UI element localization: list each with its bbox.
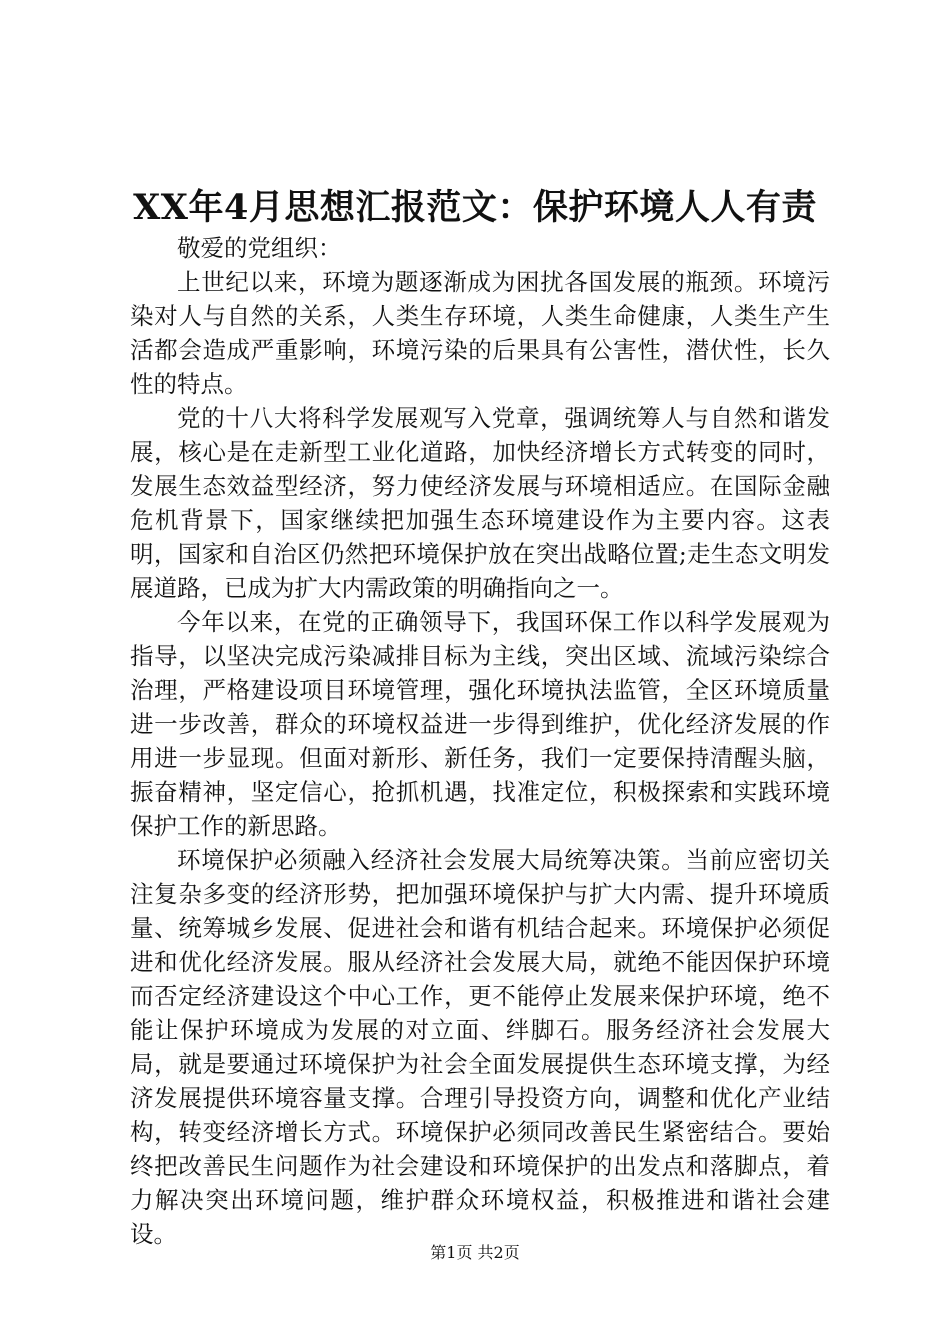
paragraph: 今年以来，在党的正确领导下，我国环保工作以科学发展观为指导，以坚决完成污染减排目标为主线，突出区域、流域污染综合治理，严格建设项目环境管理，强化环境执法监管，全区环境质量进一步改善，群众的环境权益进一步得到维护，优化经济发展的作用进一步显现。但面对新形、新任务，我们一定要保持清醒头脑，振奋精神，坚定信心，抢抓机遇，找准定位，积极探索和实践环境保护工作的新思路。 — [130, 608, 830, 840]
paragraph: 党的十八大将科学发展观写入党章，强调统筹人与自然和谐发展，核心是在走新型工业化道路，加快经济增长方式转变的同时，发展生态效益型经济，努力使经济发展与环境相适应。在国际金融危机背景下，国家继续把加强生态环境建设作为主要内容。这表明，国家和自治区仍然把环境保护放在突出战略位置;走生态文明发展道路，已成为扩大内需政策的明确指向之一。 — [130, 404, 830, 602]
paragraph: 上世纪以来，环境为题逐渐成为困扰各国发展的瓶颈。环境污染对人与自然的关系，人类生存环境，人类生命健康，人类生产生活都会造成严重影响，环境污染的后果具有公害性，潜伏性，长久性的特点。 — [130, 268, 830, 398]
page-number-footer: 第1页 共2页 — [430, 1243, 520, 1262]
paragraph: 环境保护必须融入经济社会发展大局统筹决策。当前应密切关注复杂多变的经济形势，把加强环境保护与扩大内需、提升环境质量、统筹城乡发展、促进社会和谐有机结合起来。环境保护必须促进和优化经济发展。服从经济社会发展大局，就绝不能因保护环境而否定经济建设这个中心工作，更不能停止发展来保护环境，绝不能让保护环境成为发展的对立面、绊脚石。服务经济社会发展大局，就是要通过环境保护为社会全面发展提供生态环境支撑，为经济发展提供环境容量支撑。合理引导投资方向，调整和优化产业结构，转变经济增长方式。环境保护必须同改善民生紧密结合。要始终把改善民生问题作为社会建设和环境保护的出发点和落脚点，着力解决突出环境问题，维护群众环境权益，积极推进和谐社会建设。 — [130, 846, 830, 1248]
document-body — [130, 231, 830, 1251]
salutation: 敬爱的党组织： — [177, 234, 342, 262]
document-title: XX年4月思想汇报范文：保护环境人人有责 — [133, 187, 817, 228]
